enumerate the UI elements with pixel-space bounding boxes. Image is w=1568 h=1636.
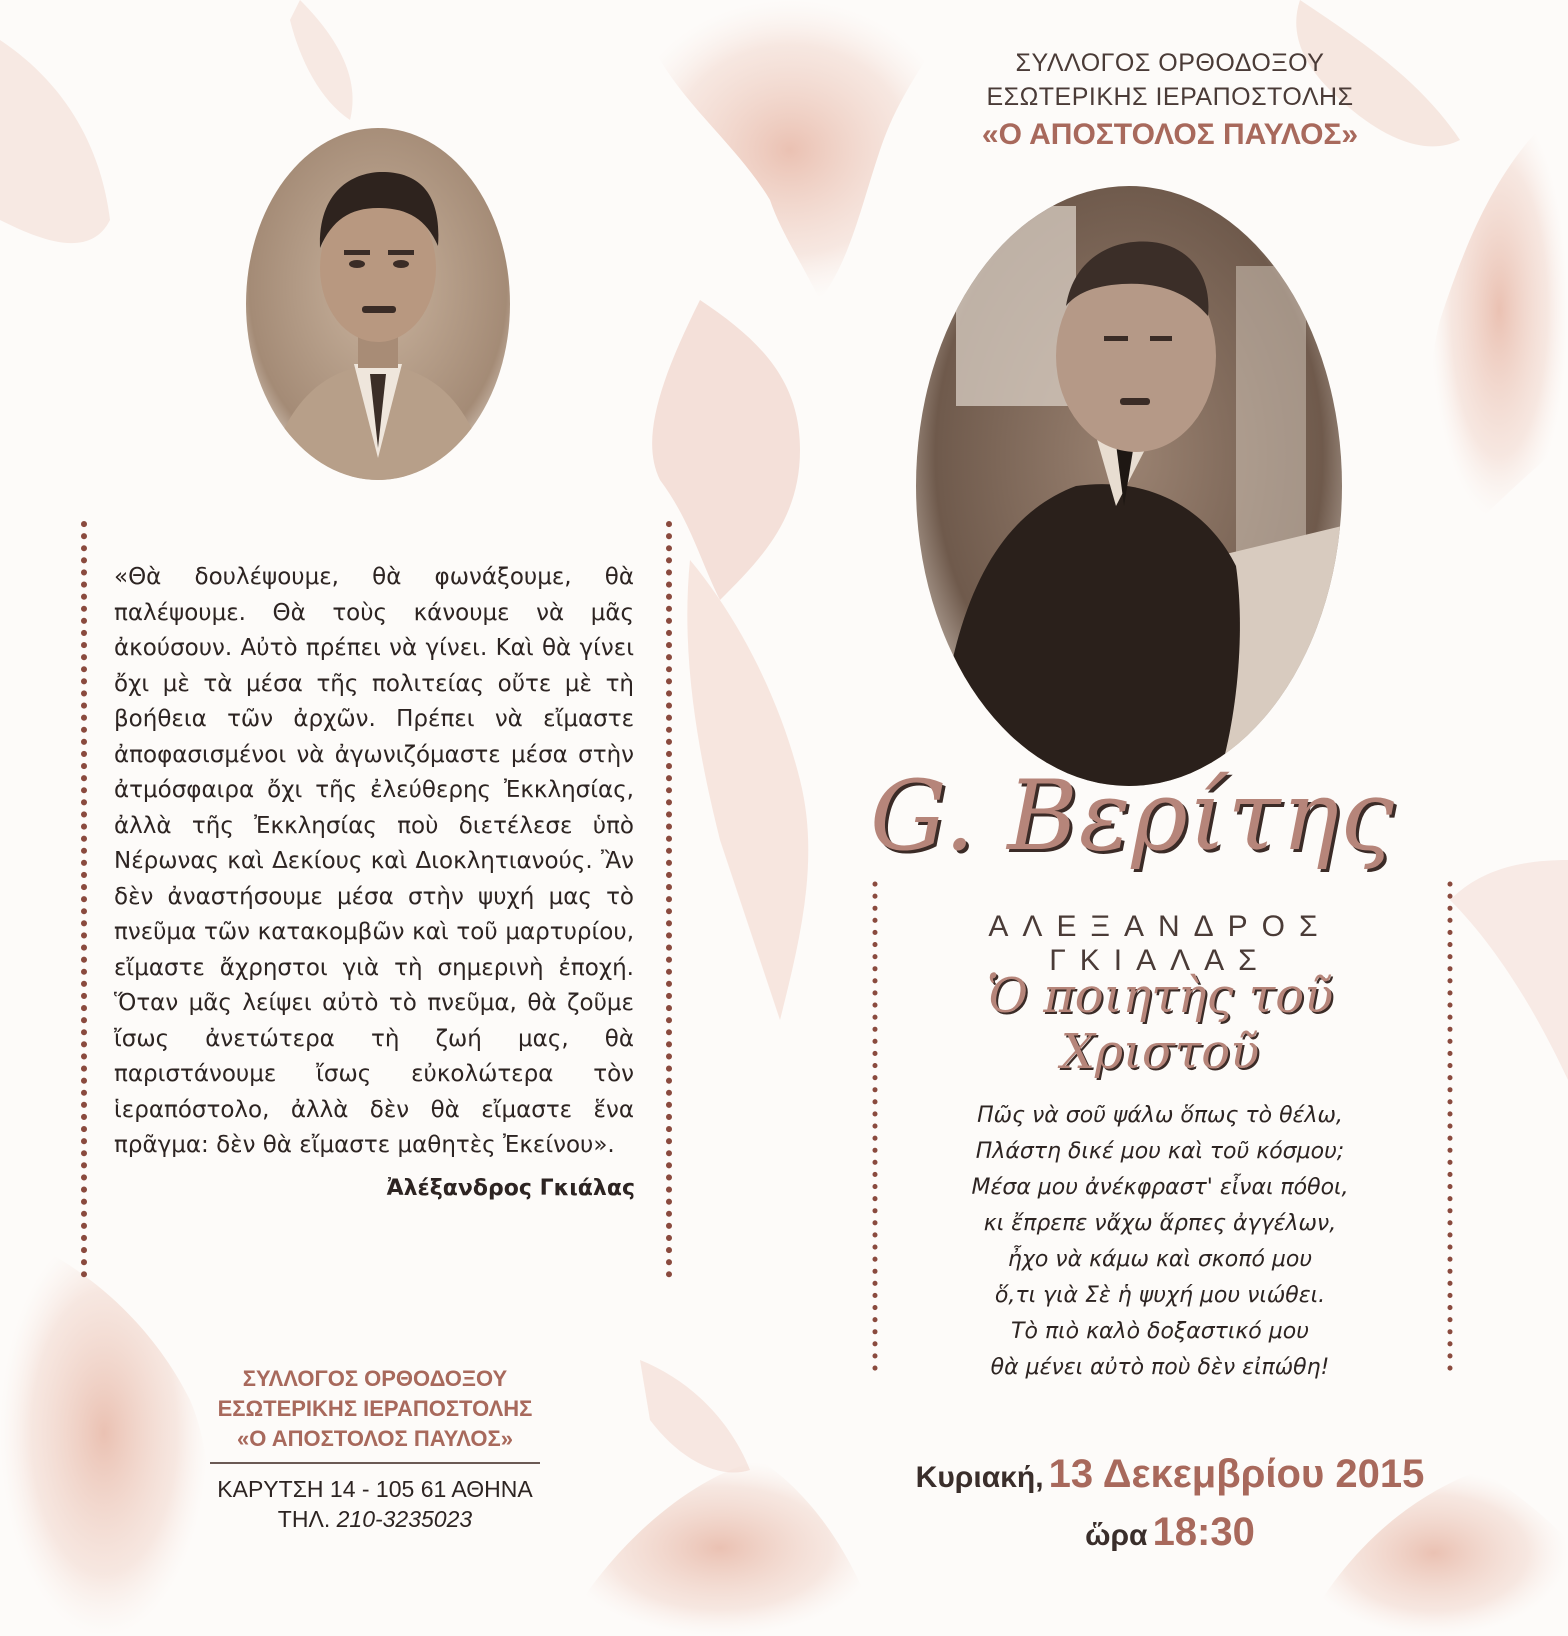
poem-line: ὅ,τι γιὰ Σὲ ἡ ψυχή μου νιώθει. — [994, 1283, 1326, 1308]
org-line-1: ΣΥΛΛΟΓΟΣ ΟΡΘΟΔΟΞΟΥ — [1015, 49, 1325, 77]
dotted-border-right — [664, 520, 674, 1280]
event-time — [860, 1510, 1480, 1555]
poem-line: Τὸ πιὸ καλὸ δοξαστικό μου — [1011, 1319, 1309, 1344]
org-line-2: ΕΣΩΤΕΡΙΚΗΣ ΙΕΡΑΠΟΣΤΟΛΗΣ — [217, 1396, 533, 1421]
poem — [880, 1098, 1440, 1386]
org-line-2: ΕΣΩΤΕΡΙΚΗΣ ΙΕΡΑΠΟΣΤΟΛΗΣ — [986, 83, 1354, 111]
telephone — [200, 1504, 550, 1534]
dotted-border-left — [79, 520, 89, 1280]
quote-text: «Θὰ δουλέψουμε, θὰ φωνάξουμε, θὰ παλέψουμε. Θὰ τοὺς κάνουμε νὰ μᾶς ἀκούσουν. Αὐτὸ πρέπει νὰ γίνει. Καὶ θὰ γίνει ὄχι μὲ τὰ μέσα τῆς πολιτείας οὔτε μὲ τὴ βοήθεια τῶν ἀρχῶν. Πρέπει νὰ εἴμαστε ἀποφασισμένοι νὰ ἀγωνιζόμαστε μέσα στὴν ἀτμόσφαιρα ὄχι τῆς ἐλεύθερης Ἐκκλησίας, ἀλλὰ τῆς Ἐκκλησίας ποὺ διετέλεσε ὑπὸ Νέρωνας καὶ Δεκίους καὶ Διοκλητιανούς. Ἂν δὲν ἀναστήσουμε μέσα στὴν ψυχή μας τὸ πνεῦμα τῶν κατακομβῶν καὶ τοῦ μαρτυρίου, εἴμαστε ἄχρηστοι γιὰ τὴ σημερινὴ ἐποχή. Ὅταν μᾶς λείψει αὐτὸ τὸ πνεῦμα, θὰ ζοῦμε ἴσως ἀνετώτερα τὴ ζωή μας, θὰ παριστάνουμε ἴσως εὐκολώτερα τὸν ἱεραπόστολο, ἀλλὰ δὲν θὰ εἴμαστε ἕνα πρᾶγμα: δὲν θὰ εἴμαστε μαθητὲς Ἐκείνου». — [114, 564, 634, 1158]
organization-header — [870, 46, 1470, 156]
poem-line: κι ἔπρεπε νἄχω ἅρπες ἀγγέλων, — [983, 1211, 1337, 1236]
event-date-value: 13 Δεκεμβρίου 2015 — [1048, 1452, 1425, 1496]
dotted-border-poem-right — [1445, 880, 1455, 1380]
address: ΚΑΡΥΤΣΗ 14 - 105 61 ΑΘΗΝΑ — [217, 1476, 533, 1502]
org-name: «Ο ΑΠΟΣΤΟΛΟΣ ΠΑΥΛΟΣ» — [237, 1426, 513, 1451]
event-time-label: ὥρα — [1085, 1519, 1148, 1552]
subtitle: ΑΛΕΞΑΝΔΡΟΣ ΓΚΙΑΛΑΣ — [988, 910, 1332, 977]
poem-line: Πῶς νὰ σοῦ ψάλω ὅπως τὸ θέλω, — [977, 1103, 1343, 1128]
divider — [210, 1462, 540, 1464]
event-time-value: 18:30 — [1152, 1510, 1255, 1554]
org-line-1: ΣΥΛΛΟΓΟΣ ΟΡΘΟΔΟΞΟΥ — [242, 1366, 508, 1391]
tel-label: ΤΗΛ. — [277, 1506, 331, 1532]
poem-line: Πλάστη δικέ μου καὶ τοῦ κόσμου; — [975, 1139, 1345, 1164]
quote-author: Ἀλέξανδρος Γκιάλας — [386, 1176, 635, 1201]
portrait-young-photo — [246, 128, 510, 480]
poem-line: Μέσα μου ἀνέκφραστ' εἶναι πόθοι, — [971, 1175, 1349, 1200]
event-date — [860, 1452, 1480, 1497]
epithet: Ὁ ποιητὴς τοῦ Χριστοῦ — [986, 968, 1334, 1080]
portrait-writing-photo — [916, 186, 1342, 786]
title-name: G. Βερίτης — [870, 760, 1395, 872]
organization-contact — [200, 1364, 550, 1534]
poem-line: ἦχο νὰ κάμω καὶ σκοπό μου — [1007, 1247, 1313, 1272]
org-name: «Ο ΑΠΟΣΤΟΛΟΣ ΠΑΥΛΟΣ» — [981, 118, 1359, 151]
dotted-border-poem-left — [870, 880, 880, 1380]
poem-line: θὰ μένει αὐτὸ ποὺ δὲν εἰπώθη! — [990, 1355, 1330, 1380]
tel-number: 210-3235023 — [336, 1506, 473, 1532]
event-day: Κυριακή, — [915, 1461, 1044, 1494]
